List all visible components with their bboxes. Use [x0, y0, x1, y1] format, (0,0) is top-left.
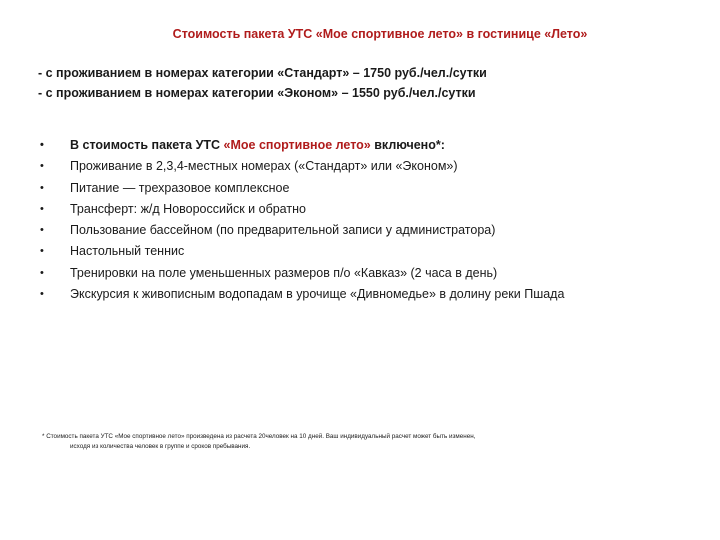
included-prefix: В стоимость пакета УТС — [70, 138, 224, 152]
price-economy: - с проживанием в номерах категории «Эконом» – 1550 руб./чел./сутки — [38, 86, 476, 100]
bullet-icon: • — [40, 266, 44, 279]
list-item — [40, 220, 564, 241]
list-item — [40, 241, 564, 262]
list-item-text: Питание — трехразовое комплексное — [70, 180, 290, 195]
price-standard: - с проживанием в номерах категории «Стандарт» – 1750 руб./чел./сутки — [38, 66, 487, 80]
bullet-icon: • — [40, 160, 44, 173]
bullet-icon: • — [40, 288, 44, 301]
included-suffix: включено*: — [370, 138, 445, 152]
bullet-icon: • — [40, 224, 44, 237]
package-name: «Мое спортивное лето» — [223, 138, 371, 152]
footnote-line-2: исходя из количества человек в группе и сроков пребывания. — [70, 443, 251, 450]
list-item-text: Тренировки на поле уменьшенных размеров п/о «Кавказ» (2 часа в день) — [70, 265, 498, 280]
page-title: Стоимость пакета УТС «Мое спортивное лето» в гостинице «Лето» — [172, 27, 588, 41]
included-list — [40, 135, 564, 305]
list-item-text: Пользование бассейном (по предварительной записи у администратора) — [70, 223, 496, 238]
footnote — [42, 432, 702, 452]
list-item — [40, 178, 564, 199]
footnote-line-1: * Стоимость пакета УТС «Мое спортивное лето» произведена из расчета 20человек на 10 дней. Ваш индивидуальный расчет может быть изменен, — [42, 433, 476, 440]
bullet-icon: • — [40, 181, 44, 194]
list-item — [40, 156, 564, 177]
list-item-text: Экскурсия к живописным водопадам в урочище «Дивномедье» в долину реки Пшада — [70, 287, 565, 302]
list-item — [40, 284, 564, 305]
list-item — [40, 199, 564, 220]
list-item-text: Проживание в 2,3,4-местных номерах («Стандарт» или «Эконом») — [70, 159, 458, 174]
price-list — [38, 63, 487, 103]
bullet-icon: • — [40, 139, 44, 151]
list-item — [40, 263, 564, 284]
list-item-text: Трансферт: ж/д Новороссийск и обратно — [70, 201, 306, 216]
bullet-icon: • — [40, 245, 44, 258]
bullet-icon: • — [40, 202, 44, 215]
list-item-text: Настольный теннис — [70, 244, 185, 259]
included-header — [40, 135, 564, 156]
